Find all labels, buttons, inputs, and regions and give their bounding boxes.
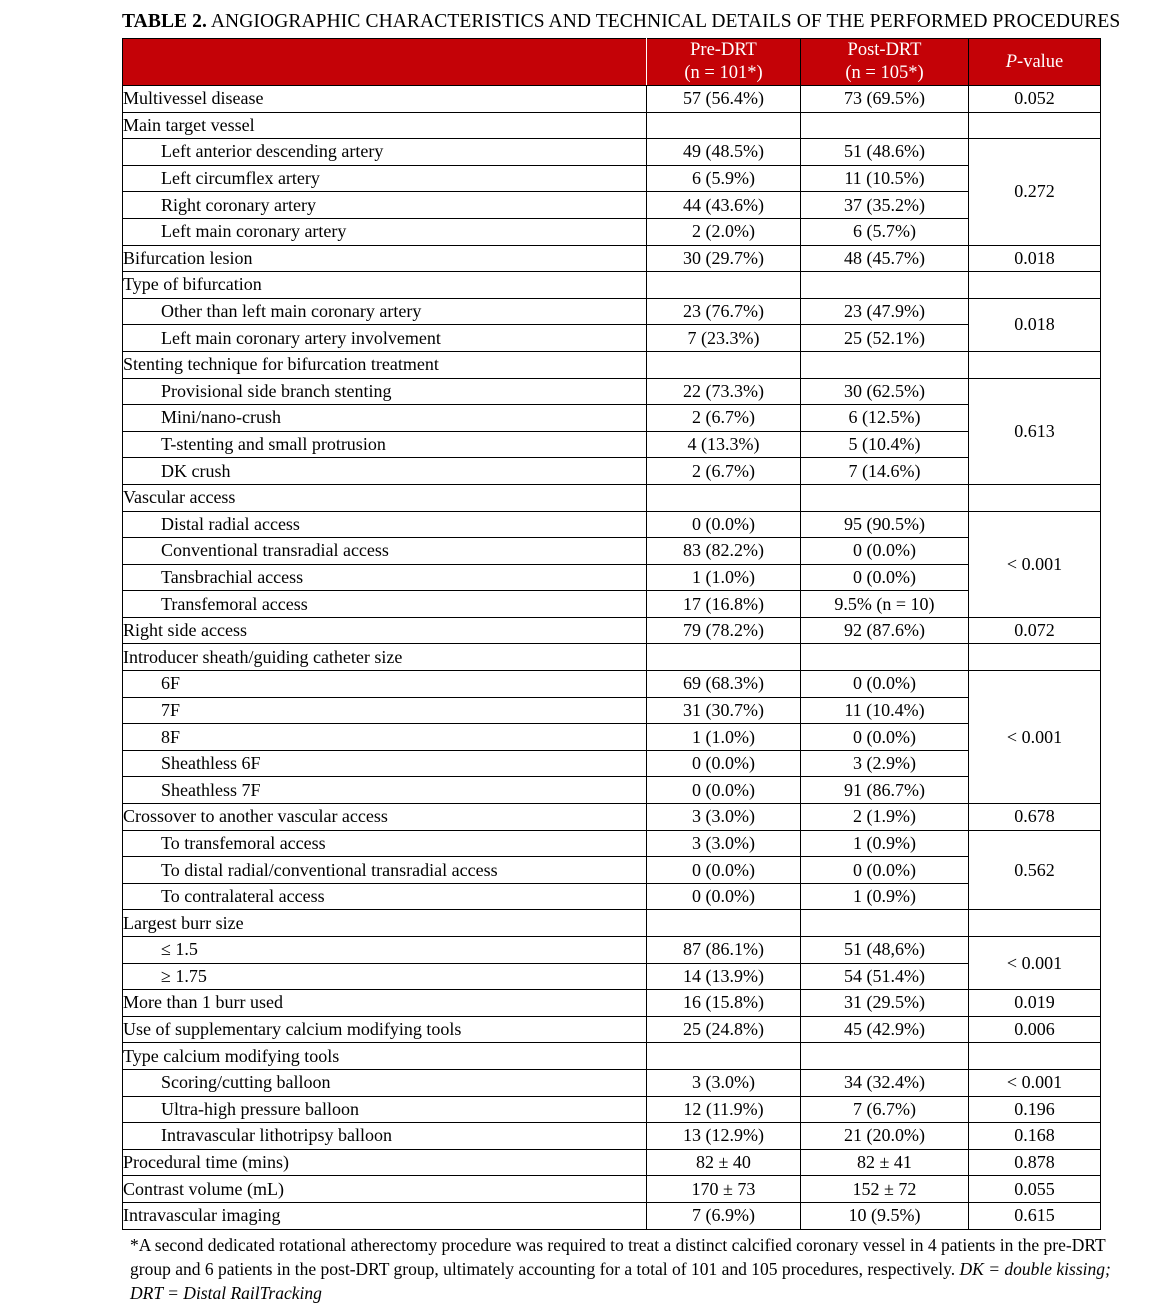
cell-pre-drt: 2 (2.0%) — [647, 218, 801, 245]
cell-post-drt: 91 (86.7%) — [801, 777, 969, 804]
cell-post-drt: 21 (20.0%) — [801, 1123, 969, 1150]
cell-p-value: < 0.001 — [969, 511, 1101, 617]
table-row — [123, 671, 1101, 698]
cell-p-value — [969, 112, 1101, 139]
cell-pre-drt — [647, 484, 801, 511]
table-row — [123, 883, 1101, 910]
table-row — [123, 644, 1101, 671]
table-row — [123, 1016, 1101, 1043]
row-label: DK crush — [123, 458, 647, 485]
row-label: Provisional side branch stenting — [123, 378, 647, 405]
cell-post-drt — [801, 272, 969, 299]
cell-post-drt — [801, 910, 969, 937]
table-row — [123, 192, 1101, 219]
table-row — [123, 165, 1101, 192]
table-row — [123, 538, 1101, 565]
cell-post-drt: 0 (0.0%) — [801, 564, 969, 591]
table-row — [123, 910, 1101, 937]
table-header — [123, 39, 1101, 86]
column-header-p-value — [969, 39, 1101, 86]
cell-pre-drt: 87 (86.1%) — [647, 937, 801, 964]
row-label: Main target vessel — [123, 112, 647, 139]
table-row — [123, 1202, 1101, 1229]
cell-pre-drt — [647, 272, 801, 299]
cell-post-drt: 0 (0.0%) — [801, 671, 969, 698]
table-row — [123, 963, 1101, 990]
cell-pre-drt: 57 (56.4%) — [647, 86, 801, 113]
row-label: Contrast volume (mL) — [123, 1176, 647, 1203]
cell-post-drt: 73 (69.5%) — [801, 86, 969, 113]
table-row — [123, 697, 1101, 724]
cell-post-drt: 30 (62.5%) — [801, 378, 969, 405]
cell-pre-drt: 69 (68.3%) — [647, 671, 801, 698]
cell-pre-drt: 4 (13.3%) — [647, 431, 801, 458]
row-label: Other than left main coronary artery — [123, 298, 647, 325]
cell-post-drt: 31 (29.5%) — [801, 990, 969, 1017]
table-row — [123, 1176, 1101, 1203]
row-label: ≥ 1.75 — [123, 963, 647, 990]
cell-p-value: 0.613 — [969, 378, 1101, 484]
row-label: Vascular access — [123, 484, 647, 511]
cell-p-value: 0.055 — [969, 1176, 1101, 1203]
table-row — [123, 777, 1101, 804]
cell-post-drt: 51 (48.6%) — [801, 139, 969, 166]
cell-post-drt — [801, 644, 969, 671]
post-drt-line2: (n = 105*) — [845, 63, 924, 83]
row-label: Conventional transradial access — [123, 538, 647, 565]
cell-pre-drt: 3 (3.0%) — [647, 1069, 801, 1096]
cell-pre-drt: 170 ± 73 — [647, 1176, 801, 1203]
row-label: Tansbrachial access — [123, 564, 647, 591]
table-row — [123, 564, 1101, 591]
cell-pre-drt — [647, 112, 801, 139]
table-row — [123, 724, 1101, 751]
p-value-italic: P — [1005, 51, 1018, 72]
row-label: Bifurcation lesion — [123, 245, 647, 272]
cell-pre-drt: 49 (48.5%) — [647, 139, 801, 166]
row-label: To contralateral access — [123, 883, 647, 910]
table-body — [123, 86, 1101, 1230]
row-label: Transfemoral access — [123, 591, 647, 618]
cell-pre-drt: 0 (0.0%) — [647, 777, 801, 804]
table-row — [123, 458, 1101, 485]
table-title — [122, 10, 1122, 34]
header-row — [123, 39, 1101, 86]
footnote-main: *A second dedicated rotational atherectomy procedure was required to treat a distinct calcified coronary vessel in 4 patients in the pre-DRT group and 6 patients in the post-DRT group, ultimately accounting for a total of 101 and 105 procedures, respectively. — [130, 1234, 1106, 1279]
cell-p-value — [969, 484, 1101, 511]
cell-post-drt: 23 (47.9%) — [801, 298, 969, 325]
cell-pre-drt: 6 (5.9%) — [647, 165, 801, 192]
row-label: Introducer sheath/guiding catheter size — [123, 644, 647, 671]
cell-post-drt: 6 (12.5%) — [801, 405, 969, 432]
cell-post-drt: 10 (9.5%) — [801, 1202, 969, 1229]
table-row — [123, 431, 1101, 458]
cell-p-value: 0.052 — [969, 86, 1101, 113]
row-label: Intravascular imaging — [123, 1202, 647, 1229]
cell-pre-drt: 7 (6.9%) — [647, 1202, 801, 1229]
cell-post-drt: 152 ± 72 — [801, 1176, 969, 1203]
table-row — [123, 617, 1101, 644]
row-label: Type of bifurcation — [123, 272, 647, 299]
table-row — [123, 325, 1101, 352]
cell-pre-drt — [647, 910, 801, 937]
cell-post-drt: 48 (45.7%) — [801, 245, 969, 272]
cell-pre-drt — [647, 1043, 801, 1070]
row-label: Distal radial access — [123, 511, 647, 538]
table-row — [123, 378, 1101, 405]
cell-p-value: 0.019 — [969, 990, 1101, 1017]
cell-post-drt: 7 (6.7%) — [801, 1096, 969, 1123]
cell-p-value: < 0.001 — [969, 671, 1101, 804]
cell-post-drt: 0 (0.0%) — [801, 724, 969, 751]
table-row — [123, 1043, 1101, 1070]
cell-pre-drt: 1 (1.0%) — [647, 564, 801, 591]
cell-p-value: 0.018 — [969, 298, 1101, 351]
cell-pre-drt: 12 (11.9%) — [647, 1096, 801, 1123]
cell-post-drt — [801, 484, 969, 511]
table-row — [123, 484, 1101, 511]
row-label: T-stenting and small protrusion — [123, 431, 647, 458]
cell-post-drt: 6 (5.7%) — [801, 218, 969, 245]
cell-post-drt: 3 (2.9%) — [801, 750, 969, 777]
row-label: Intravascular lithotripsy balloon — [123, 1123, 647, 1150]
cell-p-value: 0.562 — [969, 830, 1101, 910]
column-header-label — [123, 39, 647, 86]
row-label: Right side access — [123, 617, 647, 644]
table-footnote — [122, 1233, 1130, 1305]
row-label: Left main coronary artery involvement — [123, 325, 647, 352]
table-row — [123, 405, 1101, 432]
p-value-rest: -value — [1017, 51, 1064, 72]
cell-post-drt: 45 (42.9%) — [801, 1016, 969, 1043]
cell-post-drt: 11 (10.5%) — [801, 165, 969, 192]
cell-pre-drt: 3 (3.0%) — [647, 804, 801, 831]
cell-pre-drt: 13 (12.9%) — [647, 1123, 801, 1150]
cell-post-drt: 95 (90.5%) — [801, 511, 969, 538]
cell-p-value: 0.678 — [969, 804, 1101, 831]
row-label: Mini/nano-crush — [123, 405, 647, 432]
cell-p-value — [969, 910, 1101, 937]
row-label: Crossover to another vascular access — [123, 804, 647, 831]
cell-post-drt: 1 (0.9%) — [801, 830, 969, 857]
cell-pre-drt: 0 (0.0%) — [647, 511, 801, 538]
table-row — [123, 272, 1101, 299]
cell-post-drt — [801, 112, 969, 139]
cell-p-value: 0.168 — [969, 1123, 1101, 1150]
table-row — [123, 139, 1101, 166]
cell-pre-drt: 22 (73.3%) — [647, 378, 801, 405]
row-label: 6F — [123, 671, 647, 698]
cell-pre-drt: 3 (3.0%) — [647, 830, 801, 857]
cell-p-value: 0.272 — [969, 139, 1101, 245]
cell-pre-drt: 1 (1.0%) — [647, 724, 801, 751]
column-header-pre-drt — [647, 39, 801, 86]
cell-p-value: 0.072 — [969, 617, 1101, 644]
cell-post-drt: 37 (35.2%) — [801, 192, 969, 219]
cell-post-drt: 34 (32.4%) — [801, 1069, 969, 1096]
row-label: Stenting technique for bifurcation treatment — [123, 351, 647, 378]
cell-post-drt: 2 (1.9%) — [801, 804, 969, 831]
cell-pre-drt: 31 (30.7%) — [647, 697, 801, 724]
cell-post-drt: 9.5% (n = 10) — [801, 591, 969, 618]
cell-post-drt: 25 (52.1%) — [801, 325, 969, 352]
cell-pre-drt: 14 (13.9%) — [647, 963, 801, 990]
cell-p-value: 0.006 — [969, 1016, 1101, 1043]
cell-pre-drt: 17 (16.8%) — [647, 591, 801, 618]
cell-pre-drt: 2 (6.7%) — [647, 458, 801, 485]
cell-pre-drt: 82 ± 40 — [647, 1149, 801, 1176]
row-label: Sheathless 6F — [123, 750, 647, 777]
row-label: Procedural time (mins) — [123, 1149, 647, 1176]
row-label: Left main coronary artery — [123, 218, 647, 245]
post-drt-line1: Post-DRT — [847, 40, 922, 60]
table-row — [123, 1096, 1101, 1123]
cell-post-drt: 7 (14.6%) — [801, 458, 969, 485]
table-row — [123, 112, 1101, 139]
cell-p-value: 0.018 — [969, 245, 1101, 272]
cell-p-value — [969, 351, 1101, 378]
pre-drt-line1: Pre-DRT — [690, 40, 757, 60]
table-row — [123, 245, 1101, 272]
row-label: Type calcium modifying tools — [123, 1043, 647, 1070]
table-row — [123, 830, 1101, 857]
table-row — [123, 990, 1101, 1017]
cell-post-drt: 51 (48,6%) — [801, 937, 969, 964]
table-row — [123, 1149, 1101, 1176]
cell-p-value: 0.878 — [969, 1149, 1101, 1176]
cell-post-drt: 54 (51.4%) — [801, 963, 969, 990]
row-label: More than 1 burr used — [123, 990, 647, 1017]
row-label: Scoring/cutting balloon — [123, 1069, 647, 1096]
cell-post-drt — [801, 351, 969, 378]
cell-pre-drt: 23 (76.7%) — [647, 298, 801, 325]
table-row — [123, 351, 1101, 378]
cell-p-value — [969, 644, 1101, 671]
row-label: Right coronary artery — [123, 192, 647, 219]
table-row — [123, 857, 1101, 884]
table-row — [123, 298, 1101, 325]
row-label: To transfemoral access — [123, 830, 647, 857]
cell-pre-drt: 16 (15.8%) — [647, 990, 801, 1017]
row-label: To distal radial/conventional transradial access — [123, 857, 647, 884]
table-number: TABLE 2. — [122, 11, 207, 32]
cell-post-drt — [801, 1043, 969, 1070]
table-row — [123, 937, 1101, 964]
angiographic-characteristics-table — [122, 38, 1101, 1230]
footnote-abbreviations: DK = double kissing; DRT = Distal RailTracking — [130, 1258, 1111, 1303]
cell-pre-drt — [647, 351, 801, 378]
row-label: ≤ 1.5 — [123, 937, 647, 964]
row-label: Ultra-high pressure balloon — [123, 1096, 647, 1123]
table-title-text: ANGIOGRAPHIC CHARACTERISTICS AND TECHNICAL DETAILS OF THE PERFORMED PROCEDURES — [206, 11, 1121, 32]
table-row — [123, 591, 1101, 618]
cell-p-value: 0.615 — [969, 1202, 1101, 1229]
cell-post-drt: 1 (0.9%) — [801, 883, 969, 910]
pre-drt-line2: (n = 101*) — [684, 63, 763, 83]
cell-post-drt: 0 (0.0%) — [801, 538, 969, 565]
row-label: Left anterior descending artery — [123, 139, 647, 166]
cell-post-drt: 5 (10.4%) — [801, 431, 969, 458]
cell-p-value — [969, 272, 1101, 299]
cell-post-drt: 0 (0.0%) — [801, 857, 969, 884]
table-row — [123, 86, 1101, 113]
cell-pre-drt: 0 (0.0%) — [647, 750, 801, 777]
cell-pre-drt: 83 (82.2%) — [647, 538, 801, 565]
cell-pre-drt: 0 (0.0%) — [647, 883, 801, 910]
row-label: Multivessel disease — [123, 86, 647, 113]
table-row — [123, 1123, 1101, 1150]
table-row — [123, 804, 1101, 831]
column-header-post-drt — [801, 39, 969, 86]
row-label: Use of supplementary calcium modifying tools — [123, 1016, 647, 1043]
cell-p-value — [969, 1043, 1101, 1070]
cell-pre-drt: 0 (0.0%) — [647, 857, 801, 884]
row-label: Sheathless 7F — [123, 777, 647, 804]
cell-p-value: 0.196 — [969, 1096, 1101, 1123]
table-row — [123, 1069, 1101, 1096]
table-row — [123, 218, 1101, 245]
row-label: 7F — [123, 697, 647, 724]
row-label: 8F — [123, 724, 647, 751]
cell-pre-drt: 7 (23.3%) — [647, 325, 801, 352]
cell-p-value: < 0.001 — [969, 937, 1101, 990]
cell-pre-drt: 30 (29.7%) — [647, 245, 801, 272]
cell-post-drt: 92 (87.6%) — [801, 617, 969, 644]
cell-p-value: < 0.001 — [969, 1069, 1101, 1096]
cell-post-drt: 82 ± 41 — [801, 1149, 969, 1176]
cell-pre-drt: 25 (24.8%) — [647, 1016, 801, 1043]
row-label: Left circumflex artery — [123, 165, 647, 192]
cell-pre-drt: 79 (78.2%) — [647, 617, 801, 644]
cell-pre-drt: 44 (43.6%) — [647, 192, 801, 219]
cell-pre-drt — [647, 644, 801, 671]
row-label: Largest burr size — [123, 910, 647, 937]
cell-post-drt: 11 (10.4%) — [801, 697, 969, 724]
table-row — [123, 511, 1101, 538]
cell-pre-drt: 2 (6.7%) — [647, 405, 801, 432]
table-row — [123, 750, 1101, 777]
